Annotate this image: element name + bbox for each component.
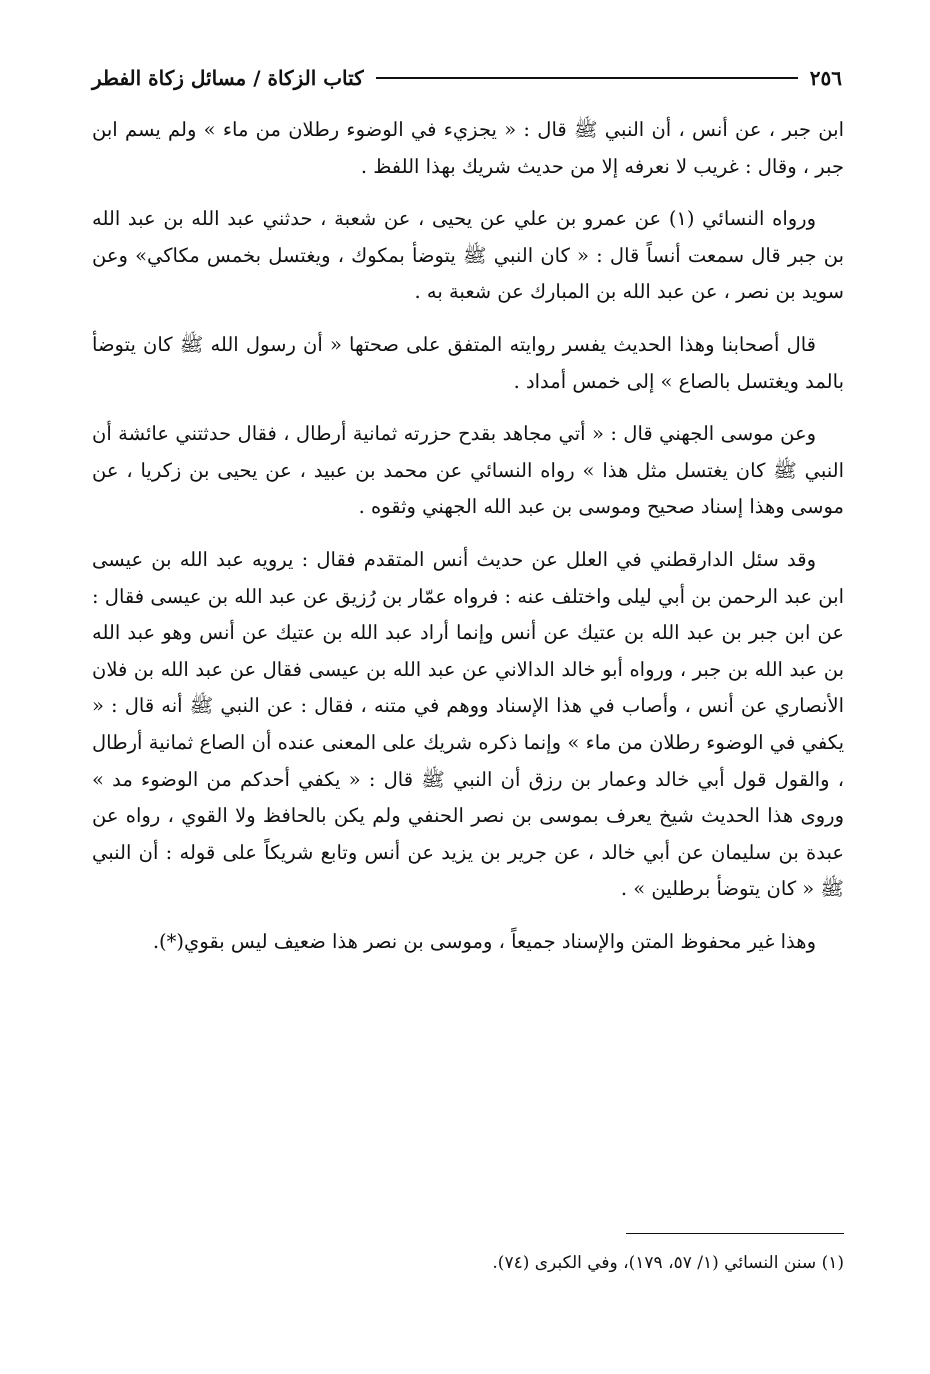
page-number: ٢٥٦ bbox=[809, 66, 842, 90]
running-title: كتاب الزكاة / مسائل زكاة الفطر bbox=[92, 66, 364, 90]
paragraph: ابن جبر ، عن أنس ، أن النبي ﷺ قال : « يجزيء في الوضوء رطلان من ماء » ولم يسم ابن جبر ، وقال : غريب لا نعرفه إلا من حديث شريك بهذا اللفظ . bbox=[92, 118, 844, 178]
paragraph: وعن موسى الجهني قال : « أتي مجاهد بقدح حزرته ثمانية أرطال ، فقال حدثتني عائشة أن النبي ﷺ كان يغتسل مثل هذا » رواه النسائي عن محمد بن عبيد ، عن يحيى بن زكريا ، عن موسى وهذا إسناد صحيح وموسى بن عبد الله الجهني وثقوه . bbox=[92, 422, 844, 519]
paragraph: وقد سئل الدارقطني في العلل عن حديث أنس المتقدم فقال : يرويه عبد الله بن عيسى ابن عبد الرحمن بن أبي ليلى واختلف عنه : فرواه عمّار بن رُزيق عن عبد الله بن عيسى فقال : عن ابن جبر بن عبد الله بن عتيك عن أنس وإنما أراد عبد الله بن عتيك عن أنس وهو عبد الله بن عبد الله بن جبر ، ورواه أبو خالد الدالاني عن عبد الله بن عيسى فقال عن عبد الله بن فلان الأنصاري عن أنس ، وأصاب في هذا الإسناد ووهم في متنه ، فقال : عن النبي ﷺ أنه قال : « يكفي في الوضوء رطلان من ماء » وإنما ذكره شريك على المعنى عنده أن الصاع ثمانية أرطال ، والقول قول أبي خالد وعمار بن رزق أن النبي ﷺ قال : « يكفي أحدكم من الوضوء مد » وروى هذا الحديث شيخ يعرف بموسى بن نصر الحنفي ولم يكن بالحافظ ولا القوي ، رواه عن عبدة بن سليمان عن أبي خالد ، عن جرير بن يزيد عن أنس وتابع شريكاً على قوله : أن النبي ﷺ « كان يتوضأ برطلين » . bbox=[92, 547, 844, 901]
paragraph: وهذا غير محفوظ المتن والإسناد جميعاً ، وموسى بن نصر هذا ضعيف ليس بقوي(*). bbox=[152, 929, 816, 953]
paragraph: ورواه النسائي (١) عن عمرو بن علي عن يحيى ، عن شعبة ، حدثني عبد الله بن عبد الله بن جبر قال سمعت أنساً قال : « كان النبي ﷺ يتوضأ بمكوك ، ويغتسل بخمس مكاكي» وعن سويد بن نصر ، عن عبد الله بن المبارك عن شعبة به . bbox=[92, 207, 844, 304]
footnote-rule bbox=[626, 1233, 844, 1234]
paragraph: قال أصحابنا وهذا الحديث يفسر روايته المتفق على صحتها « أن رسول الله ﷺ كان يتوضأ بالمد ويغتسل بالصاع » إلى خمس أمداد . bbox=[92, 332, 844, 393]
header-rule bbox=[376, 77, 798, 79]
footnote: (١) سنن النسائي (١/ ٥٧، ١٧٩)، وفي الكبرى (٧٤). bbox=[492, 1253, 844, 1273]
page-header bbox=[92, 62, 842, 94]
page-body bbox=[92, 112, 844, 976]
